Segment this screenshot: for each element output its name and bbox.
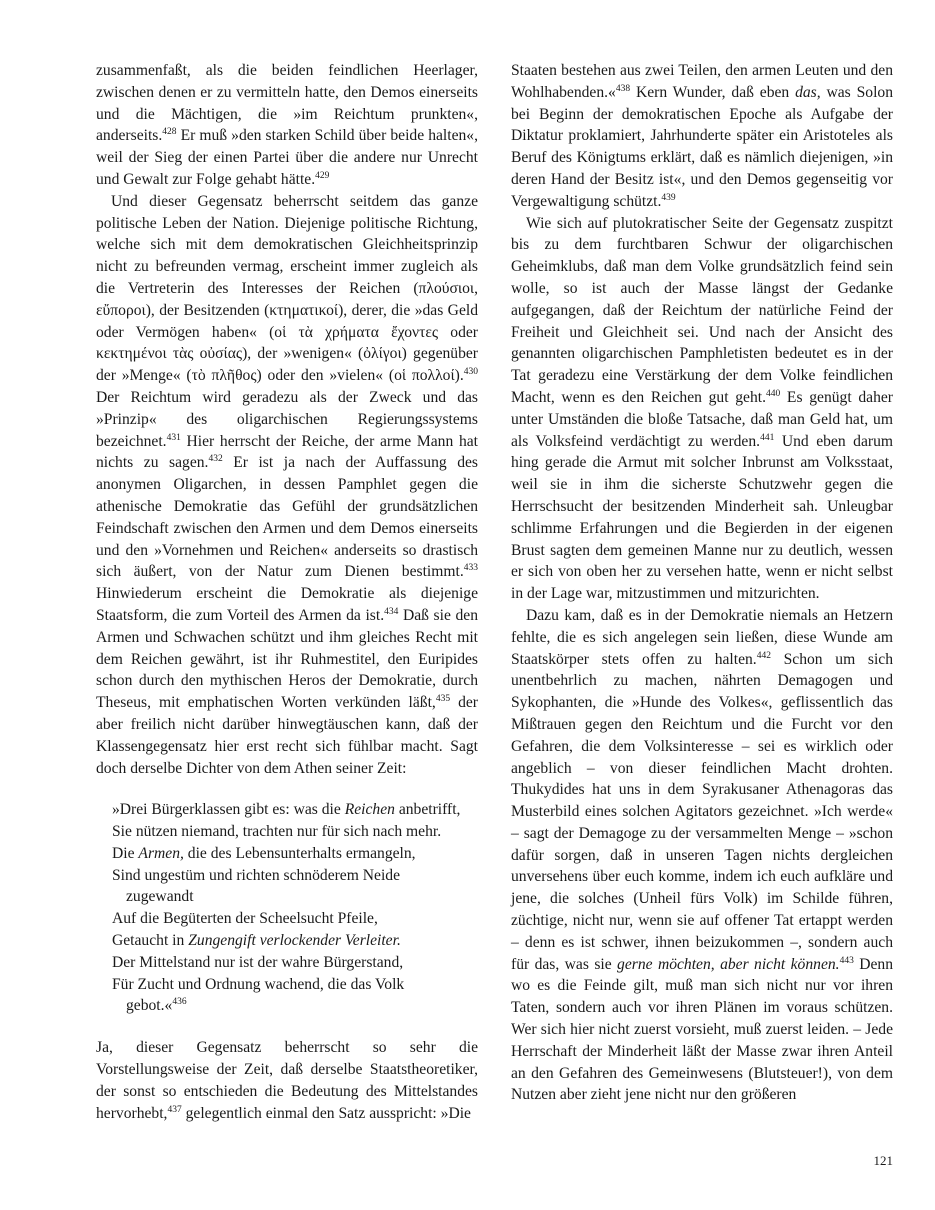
footnote-ref: 436 (172, 997, 187, 1008)
footnote-ref: 429 (315, 170, 330, 181)
footnote-ref: 430 (463, 367, 478, 378)
verse-line: Getaucht in Zungengift verlockender Verleiter. (112, 932, 401, 950)
verse-line: gebot.«$^{436}$ (126, 997, 187, 1015)
footnote-ref: 443 (839, 955, 854, 966)
paragraph: Dazu kam, daß es in der Demokratie niemals an Hetzern fehlte, die es sich angelegen sein ließen, diese Wunde am Staatskörper stets offen zu halten.$^{442}$ Schon um sich unentbehrlich zu machen, nährten Demagogen und Sykophanten, die »Hunde des Volkes«, geflissentlich das Mißtrauen gegen den Reichtum und die Furcht vor den Gefahren, die dem Volksinteresse – sei es wirklich oder angeblich – von dieser feindlichen Macht drohten. Thukydides hat uns in dem Syrakusaner Athenagoras das Musterbild eines solchen Agitators gezeichnet. »Ich werde« – sagt der Demagoge zu der versammelten Menge – »schon dafür sorgen, daß in unseren Tagen nichts dergleichen unversehens über euch komme, indem ich euch aufkläre und jene, die solches (Unheil fürs Volk) im Schilde führen, züchtige, nicht nur, wenn sie auf offener Tat ertappt werden – denn es ist schwer, ihnen beizukommen –, sondern auch für das, was sie gerne möchten, aber nicht können.$^{443}$ Denn wo es die Feinde gilt, muß man sich nicht nur vor ihren Taten, sondern auch vor ihren Plänen im voraus schützen. Wer sich hier nicht zuerst vorsieht, muß zuerst leiden. – Jede Herrschaft der Minderheit läßt der Masse zwar ihren Anteil an den Gefahren des Gemeinwesens (Blutsteuer!), von dem Nutzen aber zieht jene nicht nur den größeren (511, 606, 893, 1104)
footnote-ref: 438 (615, 83, 631, 94)
verse-line: »Drei Bürgerklassen gibt es: was die Reichen anbetrifft, (112, 801, 461, 819)
footnote-ref: 432 (208, 454, 223, 465)
verse-line: Die Armen, die des Lebensunterhalts ermangeln, (112, 844, 416, 862)
footnote-ref: 434 (384, 606, 399, 617)
footnote-ref: 435 (435, 694, 451, 705)
footnote-ref: 437 (167, 1104, 182, 1115)
verse-line: Der Mittelstand nur ist der wahre Bürgerstand, (112, 953, 404, 971)
paragraph: Ja, dieser Gegensatz beherrscht so sehr die Vorstellungsweise der Zeit, daß derselbe Staatstheoretiker, der sonst so entschieden die Bedeutung des Mittelstandes hervorhebt,$^{437}$ gelegentlich einmal den Satz ausspricht: »Die (96, 1039, 478, 1122)
verse-quote (112, 799, 478, 1017)
left-column (96, 60, 478, 1124)
footnote-ref: 440 (765, 388, 781, 399)
footnote-ref: 431 (166, 432, 181, 443)
verse-line: Für Zucht und Ordnung wachend, die das Volk (112, 975, 405, 993)
paragraph: Staaten bestehen aus zwei Teilen, den armen Leuten und den Wohlhabenden.«$^{438}$ Kern Wunder, daß eben das, was Solon bei Beginn der demokratischen Epoche als Aufgabe der Diktatur proklamiert, Jahrhunderte später ein Aristoteles als Beruf des Königtums erklärt, daß es nämlich diejenigen, »in deren Hand der Besitz ist«, und den Demos gegenseitig vor Vergewaltigung schützt.$^{439}$ (511, 62, 893, 210)
paragraph: Wie sich auf plutokratischer Seite der Gegensatz zuspitzt bis zu dem furchtbaren Schwur der oligarchischen Geheimklubs, daß man dem Volke grundsätzlich feind sein wolle, so ist auch der Masse längst der Gedanke aufgegangen, daß der Reichtum der natürliche Feind der Freiheit und Gleichheit sei. Und nach der Ansicht des genannten oligarchischen Pamphletisten bedeutet es in der Tat geradezu eine Verstärkung der dem Volke feindlichen Macht, wenn es den Reichen gut geht.$^{440}$ Es genügt daher unter Umständen die bloße Tatsache, daß man Geld hat, um als Volksfeind verdächtigt zu werden.$^{441}$ Und eben darum hing gerade die Armut mit solcher Inbrunst am Volksstaat, weil sie in ihm die sicherste Schutzwehr gegen die Herrschsucht der besitzenden Minderheit sah. Unleugbar schlimme Erfahrungen und die Begierden in der eigenen Brust sagten dem gemeinen Manne nur zu deutlich, wessen er sich von oben her zu versehen hatte, wenn er nicht selbst in der Lage war, mitzustimmen und mitzurichten. (511, 214, 893, 603)
verse-line: Auf die Begüterten der Scheelsucht Pfeile, (112, 910, 378, 928)
verse-line: zugewandt (126, 888, 194, 906)
footnote-ref: 441 (760, 432, 775, 443)
footnote-ref: 433 (463, 563, 478, 574)
verse-line: Sie nützen niemand, trachten nur für sich nach mehr. (112, 823, 442, 841)
right-column (511, 60, 893, 1106)
footnote-ref: 442 (756, 650, 771, 661)
verse-line: Sind ungestüm und richten schnöderem Neide (112, 866, 400, 884)
paragraph: zusammenfaßt, als die beiden feindlichen Heerlager, zwischen denen er zu vermitteln hatte, den Demos einerseits und die Mächtigen, die »im Reichtum prunkten«, anderseits.$^{428}$ Er muß »den starken Schild über beide halten«, weil der Sieg der einen Partei über die andere nur Unrecht und Gewalt zur Folge gehabt hätte.$^{429}$ (96, 62, 478, 188)
paragraph: Und dieser Gegensatz beherrscht seitdem das ganze politische Leben der Nation. Diejenige politische Richtung, welche sich mit dem demokratischen Gleichheitsprinzip nicht zu befreunden vermag, erscheint immer zugleich als die Vertreterin des Interesses der Reichen (πλούσιοι, εὔποροι), der Besitzenden (κτηματικοί), derer, die »das Geld oder Vermögen haben« (οἱ τὰ χρήματα ἔχοντες oder κεκτημένοι τὰς οὐσίας), der »wenigen« (ὀλίγοι) gegenüber der »Menge« (τὸ πλῆθος) oder den »vielen« (οἱ πολλοί).$^{430}$ Der Reichtum wird geradezu als der Zweck und das »Prinzip« des oligarchischen Regierungssystems bezeichnet.$^{431}$ Hier herrscht der Reiche, der arme Mann hat nichts zu sagen.$^{432}$ Er ist ja nach der Auffassung des anonymen Oligarchen, in dessen Pamphlet gegen die athenische Demokratie das Gefühl der grundsätzlichen Feindschaft zwischen den Armen und dem Demos einerseits und den »Vornehmen und Reichen« anderseits so drastisch sich äußert, von der Natur zum Dienen bestimmt.$^{433}$ Hinwiederum erscheint die Demokratie als diejenige Staatsform, die zum Vorteil des Armen da ist.$^{434}$ Daß sie den Armen und Schwachen schützt und ihm gleiches Recht mit dem Reichen gewährt, ist ihr Ruhmestitel, den Euripides schon durch den mythischen Heros der Demokratie, durch Theseus, mit emphatischen Worten verkünden läßt,$^{435}$ der aber freilich nicht darüber hinwegtäuschen kann, daß der Klassengegensatz hier erst recht sich fühlbar macht. Sagt doch derselbe Dichter von dem Athen seiner Zeit: (96, 192, 478, 777)
footnote-ref: 428 (162, 127, 177, 138)
footnote-ref: 439 (661, 192, 676, 203)
page-number: 121 (873, 1153, 893, 1168)
